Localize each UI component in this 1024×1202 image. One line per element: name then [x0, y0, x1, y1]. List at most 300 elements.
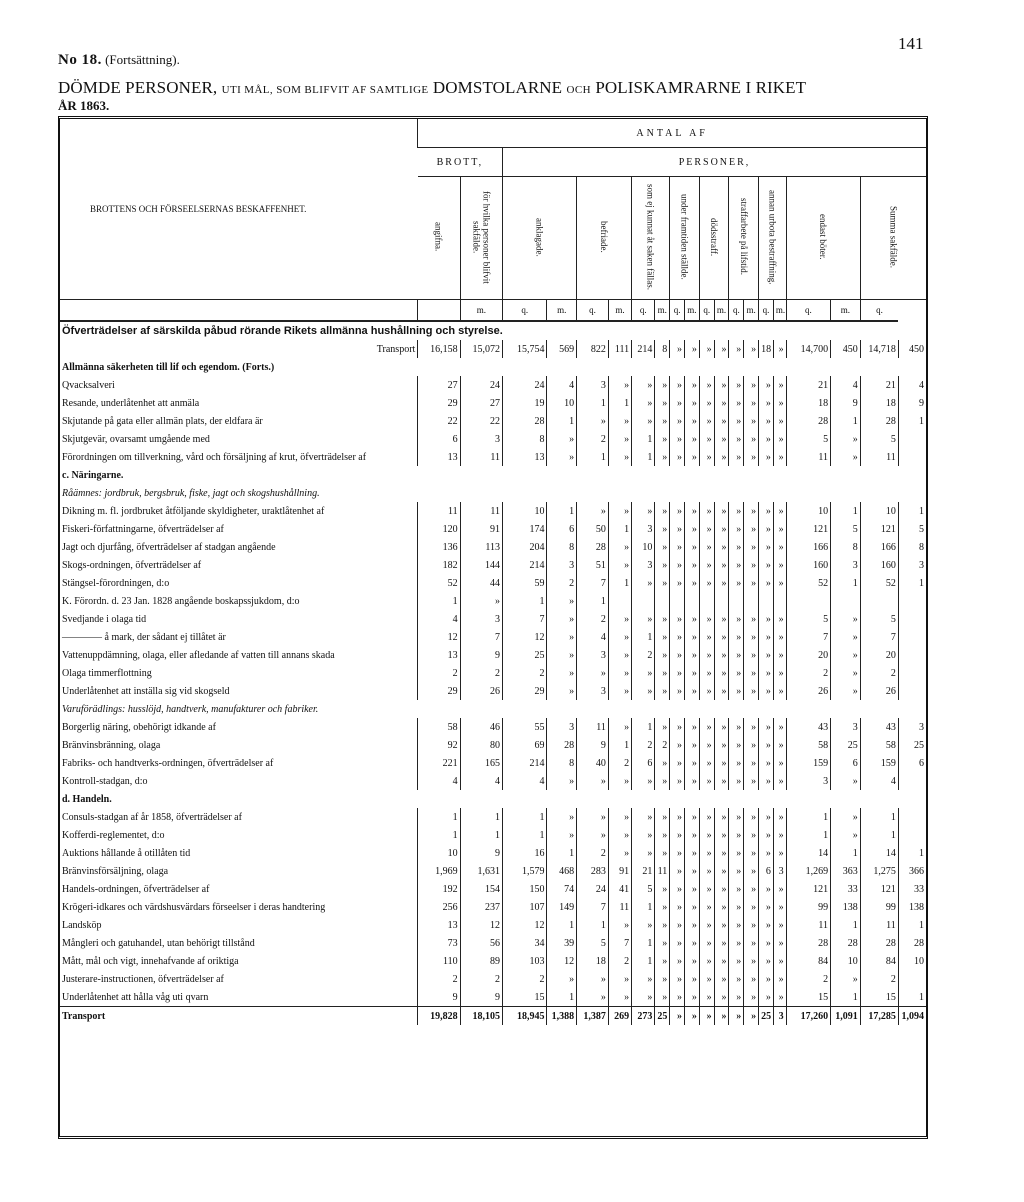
table-cell: 138: [898, 898, 926, 916]
table-cell: 1: [786, 826, 830, 844]
table-cell: 160: [860, 556, 898, 574]
table-cell: »: [547, 592, 577, 610]
table-cell: »: [685, 394, 700, 412]
table-cell: 11: [460, 502, 502, 520]
table-cell: 2: [786, 970, 830, 988]
table-cell: »: [729, 646, 744, 664]
table-cell: »: [714, 574, 729, 592]
table-cell: »: [759, 448, 774, 466]
table-cell: 1,275: [860, 862, 898, 880]
table-cell: 1: [418, 826, 460, 844]
table-cell: »: [608, 376, 631, 394]
table-cell: »: [460, 592, 502, 610]
table-cell: 3: [773, 1007, 786, 1026]
table-row: [60, 610, 926, 628]
table-cell: 13: [418, 646, 460, 664]
table-cell: 7: [503, 610, 547, 628]
table-cell: »: [699, 826, 714, 844]
table-cell: 17,260: [786, 1007, 830, 1026]
table-cell: 24: [577, 880, 609, 898]
table-cell: 1: [786, 808, 830, 826]
table-cell: »: [632, 808, 655, 826]
table-cell: 21: [786, 376, 830, 394]
table-cell: 6: [759, 862, 774, 880]
table-cell: 26: [860, 682, 898, 700]
table-cell: »: [632, 682, 655, 700]
table-cell: 1: [503, 592, 547, 610]
table-cell: »: [729, 394, 744, 412]
table-cell: 25: [503, 646, 547, 664]
table-cell: 12: [547, 952, 577, 970]
table-cell: 15: [503, 988, 547, 1007]
table-cell: »: [670, 502, 685, 520]
unit-m: m.: [608, 300, 631, 322]
table-cell: »: [831, 808, 861, 826]
table-cell: »: [685, 664, 700, 682]
table-cell: 58: [418, 718, 460, 736]
table-cell: »: [773, 340, 786, 358]
table-cell: 14,718: [860, 340, 898, 358]
table-cell: »: [744, 394, 759, 412]
table-cell: 9: [460, 988, 502, 1007]
table-cell: 6: [632, 754, 655, 772]
row-description: Skogs-ordningen, öfverträdelser af: [62, 559, 202, 571]
table-cell: 1,579: [503, 862, 547, 880]
row-description: Dikning m. fl. jordbruket åtföljande skyldigheter, uraktlåtenhet af: [62, 505, 325, 517]
table-cell: 10: [547, 394, 577, 412]
table-cell: 120: [418, 520, 460, 538]
table-cell: »: [831, 610, 861, 628]
table-cell: »: [759, 808, 774, 826]
table-cell: 2: [460, 664, 502, 682]
table-cell: 450: [831, 340, 861, 358]
row-description: K. Förordn. d. 23 Jan. 1828 angående boskapssjukdom, d:o: [62, 595, 300, 607]
table-cell: »: [773, 574, 786, 592]
unit-m: m.: [773, 300, 786, 322]
unit-m: m.: [655, 300, 670, 322]
table-cell: »: [608, 412, 631, 430]
row-description: Handels-ordningen, öfverträdelser af: [62, 883, 210, 895]
table-cell: 363: [831, 862, 861, 880]
table-cell: 1: [831, 502, 861, 520]
row-description: Skjutgevär, ovarsamt umgående med: [62, 433, 210, 445]
table-cell: 22: [418, 412, 460, 430]
table-cell: »: [744, 448, 759, 466]
table-cell: 21: [632, 862, 655, 880]
table-cell: [699, 592, 714, 610]
table-cell: »: [655, 718, 670, 736]
table-cell: »: [670, 718, 685, 736]
table-cell: 111: [608, 340, 631, 358]
table-cell: »: [744, 412, 759, 430]
table-cell: 11: [608, 898, 631, 916]
table-cell: »: [714, 394, 729, 412]
table-cell: 9: [577, 736, 609, 754]
table-cell: 26: [460, 682, 502, 700]
table-cell: »: [685, 754, 700, 772]
title-part-e: POLISKAMRARNE I RIKET: [595, 78, 807, 97]
table-cell: »: [699, 988, 714, 1007]
table-cell: 110: [418, 952, 460, 970]
table-cell: »: [773, 808, 786, 826]
table-cell: 256: [418, 898, 460, 916]
table-cell: 46: [460, 718, 502, 736]
table-cell: »: [655, 682, 670, 700]
table-cell: »: [655, 916, 670, 934]
table-cell: 18,945: [503, 1007, 547, 1026]
table-cell: »: [685, 610, 700, 628]
table-cell: 19,828: [418, 1007, 460, 1026]
table-cell: »: [759, 826, 774, 844]
table-cell: 28: [503, 412, 547, 430]
column-header-straffarbete: straffarbete på lifstid.: [738, 198, 749, 276]
row-description: Skjutande på gata eller allmän plats, der eldfara är: [62, 415, 263, 427]
table-cell: »: [685, 628, 700, 646]
table-cell: »: [773, 664, 786, 682]
table-cell: »: [714, 610, 729, 628]
table-cell: »: [655, 646, 670, 664]
table-cell: 166: [860, 538, 898, 556]
table-cell: »: [670, 862, 685, 880]
column-header-ej-fallas: som ej kunnat åt saken fällas.: [645, 184, 656, 290]
table-cell: »: [608, 682, 631, 700]
table-cell: 150: [503, 880, 547, 898]
series-number: No 18.: [58, 52, 102, 68]
table-cell: »: [729, 952, 744, 970]
table-cell: 1,388: [547, 1007, 577, 1026]
table-cell: 2: [608, 754, 631, 772]
table-cell: »: [685, 556, 700, 574]
table-cell: 33: [898, 880, 926, 898]
table-cell: »: [547, 664, 577, 682]
table-cell: »: [714, 340, 729, 358]
table-cell: »: [608, 718, 631, 736]
table-row: [60, 916, 926, 934]
table-cell: »: [632, 826, 655, 844]
table-cell: 34: [503, 934, 547, 952]
table-cell: »: [699, 880, 714, 898]
table-cell: 73: [418, 934, 460, 952]
table-cell: »: [655, 772, 670, 790]
table-cell: 10: [418, 844, 460, 862]
table-cell: »: [699, 556, 714, 574]
table-cell: 59: [503, 574, 547, 592]
table-cell: 12: [503, 916, 547, 934]
table-row: [60, 682, 926, 700]
table-cell: 43: [860, 718, 898, 736]
table-cell: [898, 970, 926, 988]
table-row: [60, 934, 926, 952]
table-cell: 1: [898, 988, 926, 1007]
table-cell: »: [759, 430, 774, 448]
table-cell: »: [759, 556, 774, 574]
table-cell: [898, 664, 926, 682]
column-header-description: BROTTENS OCH FÖRSEELSERNAS BESKAFFENHET.: [60, 119, 418, 300]
table-cell: 26: [786, 682, 830, 700]
table-cell: »: [773, 718, 786, 736]
table-cell: »: [608, 430, 631, 448]
table-cell: 11: [786, 916, 830, 934]
table-cell: »: [699, 916, 714, 934]
row-description: Underlåtenhet att inställa sig vid skogseld: [62, 685, 230, 697]
table-cell: 1: [460, 808, 502, 826]
table-cell: »: [831, 646, 861, 664]
table-cell: »: [714, 916, 729, 934]
table-cell: »: [632, 502, 655, 520]
table-cell: »: [632, 574, 655, 592]
table-cell: »: [759, 610, 774, 628]
table-cell: 1: [860, 808, 898, 826]
table-cell: »: [685, 502, 700, 520]
table-cell: 25: [831, 736, 861, 754]
table-cell: »: [655, 574, 670, 592]
table-cell: 1: [577, 592, 609, 610]
table-cell: »: [632, 664, 655, 682]
header-personer: PERSONER,: [503, 148, 927, 177]
table-cell: »: [608, 664, 631, 682]
table-cell: »: [608, 610, 631, 628]
table-cell: 113: [460, 538, 502, 556]
table-cell: »: [632, 970, 655, 988]
table-cell: »: [670, 682, 685, 700]
table-cell: »: [655, 754, 670, 772]
table-cell: »: [714, 988, 729, 1007]
table-cell: »: [655, 808, 670, 826]
table-cell: [759, 592, 774, 610]
table-cell: »: [547, 628, 577, 646]
table-cell: 1: [831, 412, 861, 430]
table-cell: »: [744, 934, 759, 952]
table-cell: 1: [608, 520, 631, 538]
table-cell: »: [831, 772, 861, 790]
table-cell: »: [744, 538, 759, 556]
table-cell: 2: [460, 970, 502, 988]
table-cell: »: [685, 340, 700, 358]
table-cell: »: [729, 916, 744, 934]
table-cell: »: [729, 1007, 744, 1026]
table-cell: »: [632, 412, 655, 430]
table-row: [60, 880, 926, 898]
table-cell: »: [744, 646, 759, 664]
table-cell: 2: [632, 736, 655, 754]
table-cell: 5: [898, 520, 926, 538]
table-cell: »: [699, 520, 714, 538]
row-description: Jagt och djurfång, öfverträdelser af stadgan angående: [62, 541, 276, 553]
table-cell: »: [773, 754, 786, 772]
table-cell: »: [773, 880, 786, 898]
table-cell: 3: [577, 376, 609, 394]
table-cell: »: [608, 556, 631, 574]
table-cell: 29: [418, 682, 460, 700]
table-cell: »: [685, 988, 700, 1007]
table-cell: 1: [632, 952, 655, 970]
table-cell: 52: [786, 574, 830, 592]
table-cell: 3: [460, 430, 502, 448]
table-cell: »: [699, 628, 714, 646]
table-cell: »: [744, 502, 759, 520]
table-cell: 2: [632, 646, 655, 664]
table-cell: [773, 592, 786, 610]
table-cell: »: [744, 376, 759, 394]
table-cell: »: [759, 502, 774, 520]
table-cell: »: [699, 862, 714, 880]
table-cell: 13: [418, 916, 460, 934]
table-cell: 1: [898, 574, 926, 592]
table-cell: »: [714, 808, 729, 826]
table-cell: 1: [632, 430, 655, 448]
table-cell: 4: [860, 772, 898, 790]
table-cell: »: [831, 448, 861, 466]
table-cell: 2: [860, 970, 898, 988]
table-cell: »: [729, 808, 744, 826]
table-cell: »: [744, 682, 759, 700]
table-cell: 58: [786, 736, 830, 754]
table-cell: 9: [831, 394, 861, 412]
table-cell: 91: [460, 520, 502, 538]
table-cell: 29: [503, 682, 547, 700]
table-cell: »: [632, 610, 655, 628]
table-cell: »: [773, 628, 786, 646]
table-cell: »: [670, 448, 685, 466]
table-cell: 52: [860, 574, 898, 592]
table-cell: »: [670, 880, 685, 898]
row-description: Krögeri-idkares och värdshusvärdars förseelser i deras handtering: [62, 901, 326, 913]
table-cell: 3: [632, 520, 655, 538]
table-cell: 366: [898, 862, 926, 880]
table-cell: 21: [860, 376, 898, 394]
table-cell: 1: [547, 916, 577, 934]
table-cell: 8: [503, 430, 547, 448]
table-cell: 19: [503, 394, 547, 412]
table-cell: »: [632, 916, 655, 934]
table-cell: 192: [418, 880, 460, 898]
table-cell: »: [759, 664, 774, 682]
table-cell: »: [744, 808, 759, 826]
table-cell: 11: [655, 862, 670, 880]
table-cell: »: [759, 952, 774, 970]
table-cell: »: [759, 880, 774, 898]
table-cell: »: [773, 610, 786, 628]
table-cell: [898, 808, 926, 826]
table-cell: 1: [632, 448, 655, 466]
row-description: Kofferdi-reglementet, d:o: [62, 829, 165, 841]
table-cell: 15,754: [503, 340, 547, 358]
table-cell: »: [655, 952, 670, 970]
table-cell: »: [670, 628, 685, 646]
table-cell: 1: [831, 916, 861, 934]
row-description: d. Handeln.: [62, 793, 112, 805]
table-cell: 1: [547, 844, 577, 862]
row-description: Råämnes: jordbruk, bergsbruk, fiske, jagt och skogshushållning.: [62, 487, 320, 499]
table-cell: »: [699, 754, 714, 772]
table-row-note: [60, 484, 926, 502]
table-cell: 121: [860, 520, 898, 538]
row-description: Förordningen om tillverkning, vård och försäljning af krut, öfverträdelser af: [62, 451, 367, 463]
column-header-boter: endast böter.: [818, 214, 829, 260]
table-cell: 1: [898, 412, 926, 430]
table-cell: »: [699, 772, 714, 790]
table-cell: 7: [460, 628, 502, 646]
table-cell: »: [670, 556, 685, 574]
unit-q: q.: [786, 300, 830, 322]
table-cell: 2: [577, 430, 609, 448]
unit-m: m.: [685, 300, 700, 322]
table-cell: 121: [786, 520, 830, 538]
table-cell: [670, 592, 685, 610]
table-cell: [898, 448, 926, 466]
table-cell: 237: [460, 898, 502, 916]
table-cell: »: [685, 718, 700, 736]
table-cell: »: [744, 862, 759, 880]
table-cell: »: [714, 430, 729, 448]
statistics-table: [60, 119, 926, 1025]
table-cell: 1: [831, 988, 861, 1007]
table-cell: »: [831, 826, 861, 844]
column-header-sakfallda-brott: för hvilka personer blifvit sakfälde.: [471, 190, 492, 284]
row-description: Transport: [60, 1007, 418, 1026]
year-label: ÅR 1863.: [58, 98, 110, 113]
table-row: [60, 844, 926, 862]
table-cell: »: [699, 808, 714, 826]
table-cell: [898, 610, 926, 628]
unit-q: q.: [699, 300, 714, 322]
table-row: [60, 520, 926, 538]
table-cell: »: [744, 556, 759, 574]
table-cell: 25: [898, 736, 926, 754]
row-description: Fiskeri-författningarne, öfverträdelser af: [62, 523, 224, 535]
table-cell: »: [759, 916, 774, 934]
table-cell: 468: [547, 862, 577, 880]
table-cell: »: [744, 772, 759, 790]
unit-q: q.: [632, 300, 655, 322]
table-cell: »: [714, 898, 729, 916]
table-cell: »: [670, 772, 685, 790]
row-description: Svedjande i olaga tid: [62, 613, 147, 625]
row-description: Resande, underlåtenhet att anmäla: [62, 397, 200, 409]
table-cell: »: [773, 556, 786, 574]
table-cell: »: [685, 682, 700, 700]
table-cell: »: [685, 898, 700, 916]
table-cell: 6: [418, 430, 460, 448]
table-cell: 5: [577, 934, 609, 952]
table-row: [60, 502, 926, 520]
table-cell: »: [699, 664, 714, 682]
table-cell: 18: [786, 394, 830, 412]
table-cell: »: [699, 952, 714, 970]
table-cell: [655, 592, 670, 610]
table-cell: »: [831, 664, 861, 682]
table-cell: 13: [503, 448, 547, 466]
table-cell: 1: [831, 844, 861, 862]
table-cell: »: [729, 574, 744, 592]
table-cell: »: [577, 826, 609, 844]
table-cell: 24: [503, 376, 547, 394]
table-cell: 20: [786, 646, 830, 664]
table-cell: »: [744, 340, 759, 358]
table-cell: »: [685, 646, 700, 664]
table-cell: 8: [831, 538, 861, 556]
table-cell: »: [773, 520, 786, 538]
table-cell: 4: [831, 376, 861, 394]
table-cell: »: [547, 682, 577, 700]
table-cell: »: [729, 754, 744, 772]
table-cell: 39: [547, 934, 577, 952]
table-cell: 4: [418, 772, 460, 790]
table-cell: »: [744, 610, 759, 628]
table-cell: »: [685, 916, 700, 934]
table-body: [60, 321, 926, 1025]
table-cell: »: [608, 988, 631, 1007]
